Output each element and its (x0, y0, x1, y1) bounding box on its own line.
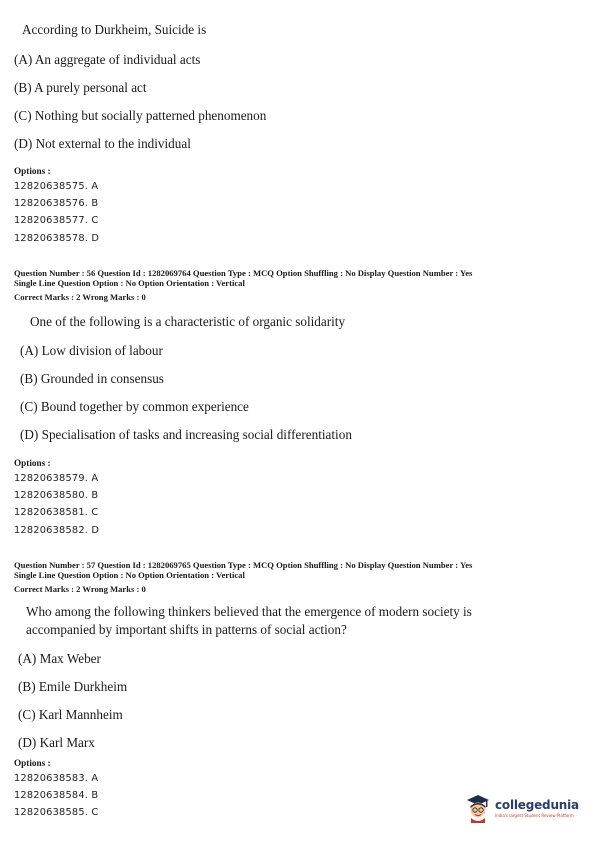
marks-line: Correct Marks : 2 Wrong Marks : 0 (14, 584, 146, 594)
option-a: (A) Max Weber (18, 651, 101, 666)
question-stem: According to Durkheim, Suicide is (22, 22, 207, 37)
option-b: (B) A purely personal act (14, 80, 147, 95)
option-code: 12820638584. B (14, 790, 99, 801)
option-code: 12820638585. C (14, 807, 99, 818)
question-meta: Question Number : 56 Question Id : 1282069764 Question Type : MCQ Option Shuffling : No Display Question Number : Yes (14, 268, 473, 278)
options-heading: Options : (14, 458, 51, 468)
question-meta-line2: Single Line Question Option : No Option Orientation : Vertical (14, 570, 245, 580)
question-stem: One of the following is a characteristic of organic solidarity (30, 314, 346, 329)
option-code: 12820638581. C (14, 507, 99, 518)
brand-name: collegedunia (495, 798, 579, 812)
option-code: 12820638578. D (14, 233, 100, 244)
collegedunia-logo (465, 790, 583, 826)
options-heading: Options : (14, 758, 51, 768)
option-code: 12820638582. D (14, 525, 100, 536)
marks-line: Correct Marks : 2 Wrong Marks : 0 (14, 292, 146, 302)
option-d: (D) Specialisation of tasks and increasing social differentiation (20, 427, 352, 442)
option-a: (A) Low division of labour (20, 343, 163, 358)
question-meta: Question Number : 57 Question Id : 1282069765 Question Type : MCQ Option Shuffling : No Display Question Number : Yes (14, 560, 473, 570)
options-heading: Options : (14, 166, 51, 176)
brand-tagline: India's largest Student Review Platform (495, 813, 574, 818)
question-stem-line2: accompanied by important shifts in patterns of social action? (26, 622, 347, 637)
option-code: 12820638580. B (14, 490, 99, 501)
question-meta-line2: Single Line Question Option : No Option Orientation : Vertical (14, 278, 245, 288)
option-code: 12820638579. A (14, 473, 99, 484)
option-a: (A) An aggregate of individual acts (14, 52, 201, 67)
option-c: (C) Bound together by common experience (20, 399, 249, 414)
option-code: 12820638576. B (14, 198, 99, 209)
option-code: 12820638577. C (14, 215, 99, 226)
graduate-mascot-icon (465, 793, 491, 823)
option-code: 12820638575. A (14, 181, 99, 192)
question-stem-line1: Who among the following thinkers believed that the emergence of modern society is (26, 604, 472, 619)
option-b: (B) Emile Durkheim (18, 679, 128, 694)
option-c: (C) Karl Mannheim (18, 707, 123, 722)
option-b: (B) Grounded in consensus (20, 371, 164, 386)
option-d: (D) Karl Marx (18, 735, 95, 750)
option-c: (C) Nothing but socially patterned phenomenon (14, 108, 267, 123)
option-code: 12820638583. A (14, 773, 99, 784)
option-d: (D) Not external to the individual (14, 136, 191, 151)
